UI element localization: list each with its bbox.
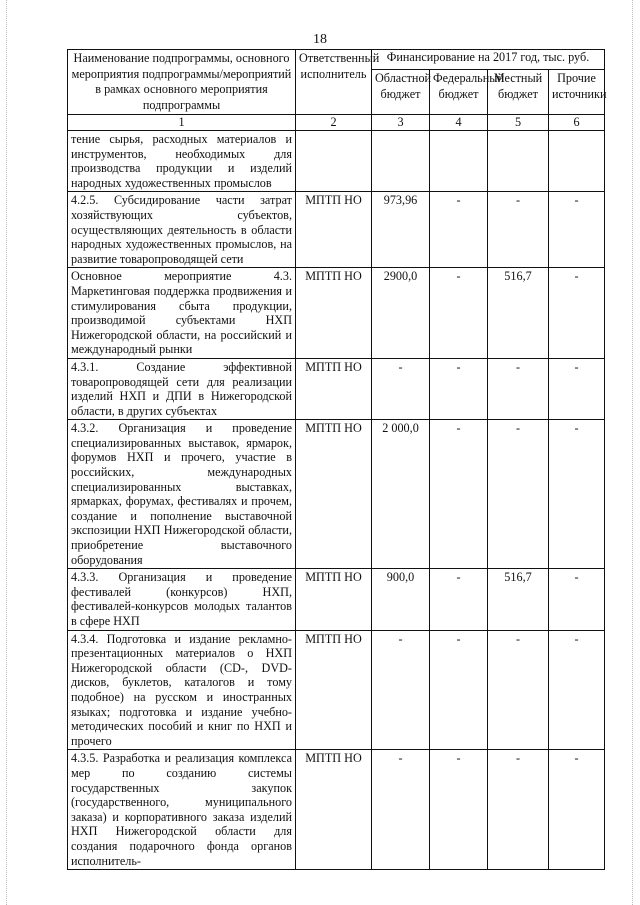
header-local: Местный бюджет — [488, 70, 549, 115]
row-regional: - — [372, 630, 430, 750]
row-responsible: МПТП НО — [296, 268, 372, 359]
row-name: 4.3.1. Создание эффективной товаропроводящей сети для реализации изделий НХП и ДПИ в Нижегородской области, в других субъектах — [68, 358, 296, 419]
row-other: - — [549, 750, 605, 870]
header-financing: Финансирование на 2017 год, тыс. руб. — [372, 50, 605, 70]
row-federal: - — [430, 268, 488, 359]
row-other: - — [549, 268, 605, 359]
row-name: 4.3.3. Организация и проведение фестивалей (конкурсов) НХП, фестивалей-конкурсов молодых талантов в сфере НХП — [68, 569, 296, 630]
header-row-1 — [68, 50, 605, 70]
row-local — [488, 131, 549, 192]
table-row — [68, 358, 605, 419]
row-other: - — [549, 569, 605, 630]
row-federal: - — [430, 750, 488, 870]
table-row — [68, 131, 605, 192]
row-other: - — [549, 358, 605, 419]
row-federal — [430, 131, 488, 192]
financing-table — [67, 49, 605, 870]
row-responsible: МПТП НО — [296, 420, 372, 569]
row-federal: - — [430, 630, 488, 750]
row-regional: 900,0 — [372, 569, 430, 630]
row-local: 516,7 — [488, 268, 549, 359]
row-regional — [372, 131, 430, 192]
column-number: 6 — [549, 115, 605, 131]
table-row — [68, 630, 605, 750]
table-row — [68, 420, 605, 569]
column-number: 2 — [296, 115, 372, 131]
table-row — [68, 268, 605, 359]
row-local: - — [488, 750, 549, 870]
row-name: тение сырья, расходных материалов и инструментов, необходимых для производства продукции и изделий народных художественных промыслов — [68, 131, 296, 192]
row-responsible: МПТП НО — [296, 750, 372, 870]
row-name: 4.3.2. Организация и проведение специализированных выставок, ярмарок, форумов НХП и прочего, участие в российских, международных специализированных выставках, ярмарках, форумах, фестивалях и прочем, создание и пополнение выставочной экспозиции НХП Нижегородской области, приобретение выставочного оборудования — [68, 420, 296, 569]
row-local: - — [488, 192, 549, 268]
row-regional: 973,96 — [372, 192, 430, 268]
row-federal: - — [430, 420, 488, 569]
row-other: - — [549, 420, 605, 569]
column-number-row — [68, 115, 605, 131]
header-name: Наименование подпрограммы, основного мероприятия подпрограммы/мероприятий в рамках основного мероприятия подпрограммы — [68, 50, 296, 115]
row-regional: 2 000,0 — [372, 420, 430, 569]
header-federal: Федеральный бюджет — [430, 70, 488, 115]
header-regional: Областной бюджет — [372, 70, 430, 115]
row-federal: - — [430, 358, 488, 419]
row-responsible: МПТП НО — [296, 630, 372, 750]
column-number: 4 — [430, 115, 488, 131]
row-responsible: МПТП НО — [296, 569, 372, 630]
row-regional: - — [372, 358, 430, 419]
binder-edge-left — [6, 0, 7, 905]
row-name: 4.3.4. Подготовка и издание рекламно-презентационных материалов о НХП Нижегородской области (CD-, DVD-дисков, буклетов, каталогов и тому подобное) на русском и иностранных языках; подготовка и издание учебно-методических пособий и книг по НХП и прочего — [68, 630, 296, 750]
table-row — [68, 750, 605, 870]
row-other: - — [549, 630, 605, 750]
row-local: - — [488, 630, 549, 750]
row-responsible — [296, 131, 372, 192]
row-regional: 2900,0 — [372, 268, 430, 359]
row-local: 516,7 — [488, 569, 549, 630]
header-responsible: Ответственный исполнитель — [296, 50, 372, 115]
column-number: 5 — [488, 115, 549, 131]
row-local: - — [488, 420, 549, 569]
row-federal: - — [430, 192, 488, 268]
binder-edge-right — [632, 0, 633, 905]
row-other: - — [549, 192, 605, 268]
row-federal: - — [430, 569, 488, 630]
column-number: 3 — [372, 115, 430, 131]
row-other — [549, 131, 605, 192]
table-row — [68, 192, 605, 268]
table-row — [68, 569, 605, 630]
row-responsible: МПТП НО — [296, 192, 372, 268]
header-other: Прочие источники — [549, 70, 605, 115]
row-name: Основное мероприятие 4.3. Маркетинговая поддержка продвижения и стимулирования сбыта продукции, производимой субъектами НХП Нижегородской области, на российский и международный рынки — [68, 268, 296, 359]
row-responsible: МПТП НО — [296, 358, 372, 419]
row-name: 4.2.5. Субсидирование части затрат хозяйствующих субъектов, осуществляющих деятельность в области народных художественных промыслов, на развитие товаропроводящей сети — [68, 192, 296, 268]
column-number: 1 — [68, 115, 296, 131]
row-local: - — [488, 358, 549, 419]
row-name: 4.3.5. Разработка и реализация комплекса мер по созданию системы государственных закупок (государственного, муниципального заказа) и корпоративного заказа изделий НХП Нижегородской области для создания подарочного фонда органов исполнитель- — [68, 750, 296, 870]
row-regional: - — [372, 750, 430, 870]
page-number: 18 — [313, 32, 327, 47]
